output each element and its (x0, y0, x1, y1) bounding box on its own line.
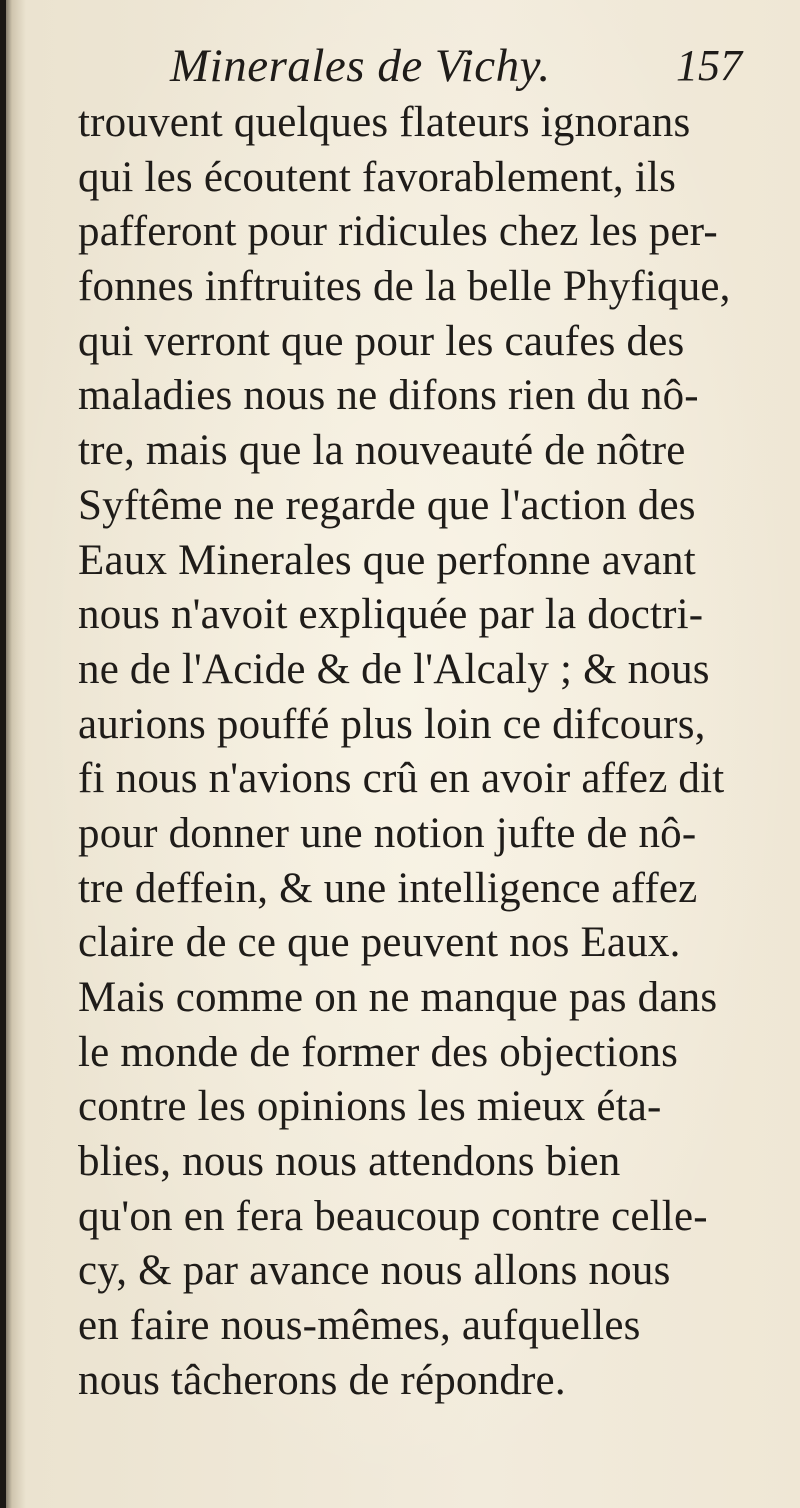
binding-gutter (0, 0, 6, 1508)
running-title: Minerales de Vichy. (170, 40, 551, 92)
text-line: Mais comme on ne manque pas dans (78, 974, 718, 1021)
text-line: fonnes inftruites de la belle Phyfique, (78, 263, 731, 311)
text-line: qui verront que pour les caufes des (78, 317, 685, 365)
text-line: maladies nous ne difons rien du nô- (78, 372, 699, 420)
text-line: qu'on en fera beaucoup contre celle- (78, 1192, 708, 1240)
text-line: nous n'avoit expliquée par la doctri- (78, 591, 704, 639)
text-line: fi nous n'avions crû en avoir affez dit (78, 755, 725, 803)
text-line: ne de l'Acide & de l'Alcaly ; & nous (78, 645, 710, 693)
text-line: aurions pouffé plus loin ce difcours, (78, 700, 706, 748)
text-line: Syftême ne regarde que l'action des (78, 481, 696, 529)
text-line: en faire nous-mêmes, aufquelles (78, 1302, 641, 1350)
running-head (0, 36, 800, 96)
text-line: Eaux Minerales que perfonne avant (78, 536, 696, 584)
text-line: trouvent quelques flateurs ignorans (78, 99, 691, 146)
page-number: 157 (676, 41, 742, 90)
text-line: contre les opinions les mieux éta- (78, 1083, 662, 1131)
text-line: le monde de former des objections (78, 1028, 679, 1076)
text-line: pafferont pour ridicules chez les per- (78, 208, 718, 256)
text-line: qui les écoutent favorablement, ils (78, 153, 677, 201)
body-text (78, 96, 768, 1409)
text-line: tre deffein, & une intelligence affez (78, 864, 698, 912)
text-line: blies, nous nous attendons bien (78, 1138, 621, 1186)
text-line: cy, & par avance nous allons nous (78, 1247, 671, 1295)
text-line: claire de ce que peuvent nos Eaux. (78, 919, 681, 967)
text-line: tre, mais que la nouveauté de nôtre (78, 427, 686, 475)
text-line: pour donner une notion jufte de nô- (78, 809, 697, 857)
text-line: nous tâcherons de répondre. (78, 1356, 566, 1404)
